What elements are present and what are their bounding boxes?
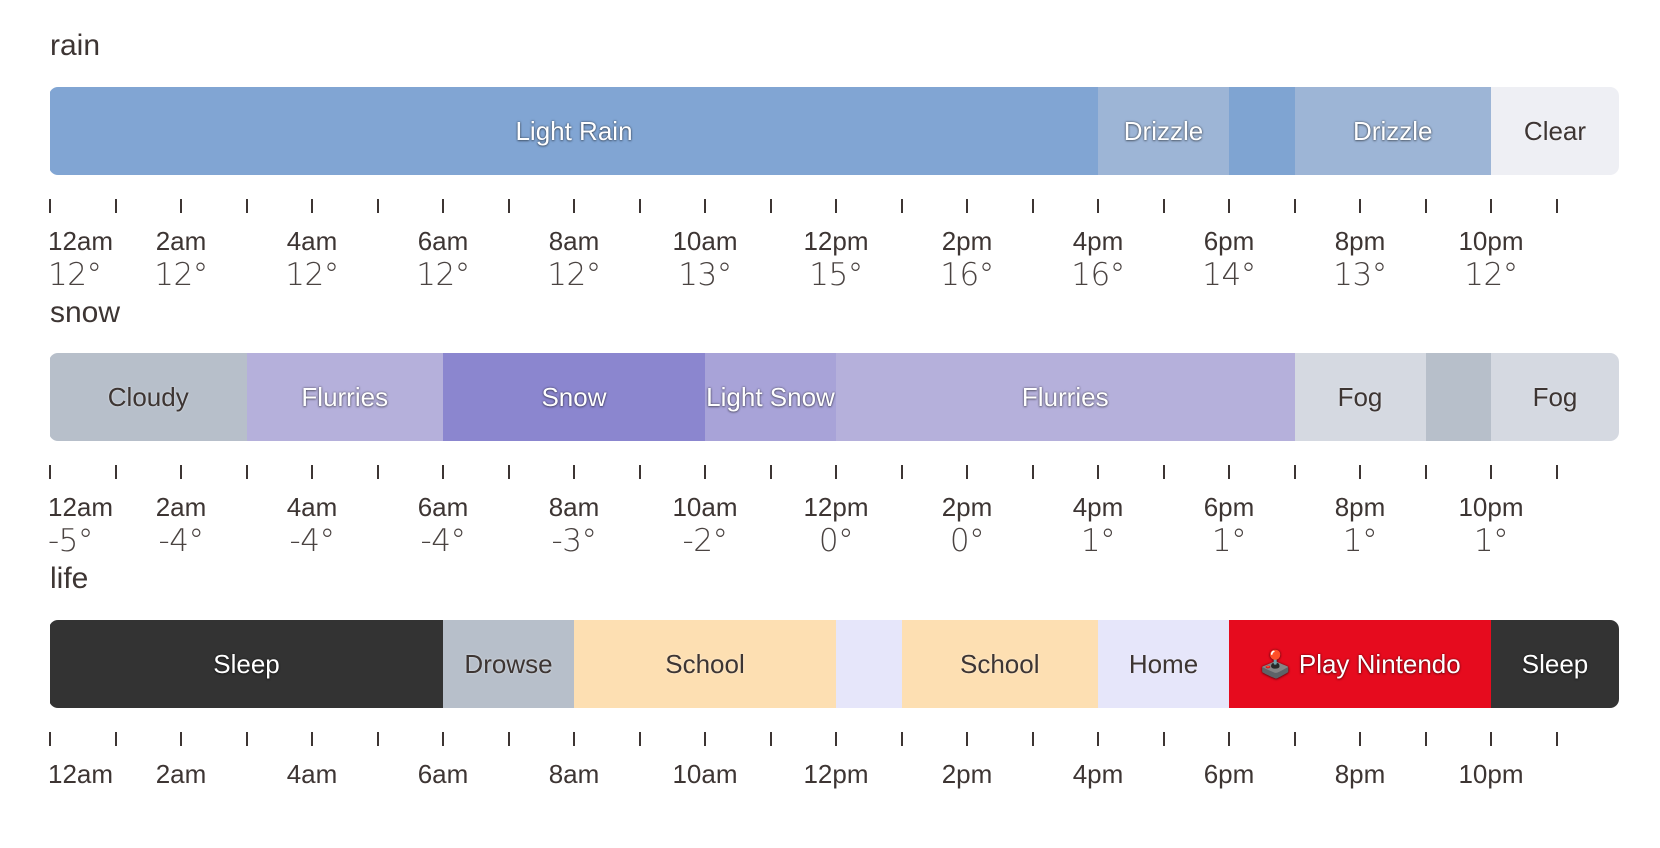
snow-tick — [1097, 465, 1099, 479]
rain-temp-label: 12° — [285, 257, 339, 293]
life-tick — [1359, 732, 1361, 746]
snow-segment-fog: Fog — [1491, 353, 1619, 441]
rain-temp-label: 12° — [1464, 257, 1518, 293]
life-tick — [966, 732, 968, 746]
rain-tick — [49, 199, 51, 213]
rain-temp-label: 16° — [1071, 257, 1125, 293]
snow-segment-light-snow: Light Snow — [705, 353, 836, 441]
snow-segment-unlabeled — [1426, 353, 1492, 441]
life-tick — [311, 732, 313, 746]
life-bar — [49, 620, 1619, 708]
snow-hour-label: 8pm — [1334, 492, 1386, 522]
life-tick — [639, 732, 641, 746]
rain-tick — [1556, 199, 1558, 213]
rain-tick — [442, 199, 444, 213]
snow-temp-label: -4° — [158, 523, 204, 559]
life-hour-label: 2pm — [941, 759, 993, 789]
life-tick — [573, 732, 575, 746]
rain-temp-label: 12° — [48, 257, 102, 293]
life-segment-home: Home — [1098, 620, 1229, 708]
rain-tick — [573, 199, 575, 213]
rain-hour-label: 6am — [417, 226, 469, 256]
snow-hour-label: 6pm — [1203, 492, 1255, 522]
rain-tick — [377, 199, 379, 213]
snow-tick — [835, 465, 837, 479]
rain-segment-clear: Clear — [1491, 87, 1619, 175]
life-hour-label: 6pm — [1203, 759, 1255, 789]
rain-tick — [1425, 199, 1427, 213]
snow-temp-label: 1° — [1342, 523, 1378, 559]
snow-hour-label: 10am — [672, 492, 738, 522]
life-hour-label: 10pm — [1458, 759, 1524, 789]
snow-tick — [1032, 465, 1034, 479]
life-tick — [1490, 732, 1492, 746]
life-segment-unlabeled — [836, 620, 902, 708]
rain-tick — [639, 199, 641, 213]
snow-segment-snow: Snow — [443, 353, 705, 441]
snow-temp-label: -3° — [551, 523, 597, 559]
life-tick — [1032, 732, 1034, 746]
rain-hour-label: 4pm — [1072, 226, 1124, 256]
snow-tick — [901, 465, 903, 479]
life-hour-label: 4am — [286, 759, 338, 789]
life-tick — [835, 732, 837, 746]
life-hour-label: 2am — [155, 759, 207, 789]
life-hour-label: 8pm — [1334, 759, 1386, 789]
rain-segment-drizzle: Drizzle — [1098, 87, 1229, 175]
rain-hour-label: 2am — [155, 226, 207, 256]
rain-hour-label: 6pm — [1203, 226, 1255, 256]
life-tick — [442, 732, 444, 746]
life-tick — [901, 732, 903, 746]
snow-temp-label: 1° — [1211, 523, 1247, 559]
snow-tick — [246, 465, 248, 479]
life-tick — [508, 732, 510, 746]
rain-tick — [1163, 199, 1165, 213]
life-tick — [1163, 732, 1165, 746]
life-tick — [377, 732, 379, 746]
life-segment-sleep: Sleep — [1491, 620, 1619, 708]
snow-ticks — [0, 465, 1660, 479]
rain-hour-label: 12pm — [803, 226, 869, 256]
life-tick — [1556, 732, 1558, 746]
snow-hour-label: 2pm — [941, 492, 993, 522]
rain-temp-label: 13° — [1333, 257, 1387, 293]
snow-tick — [1163, 465, 1165, 479]
rain-tick — [311, 199, 313, 213]
snow-hour-label: 2am — [155, 492, 207, 522]
snow-temp-label: -4° — [420, 523, 466, 559]
snow-segment-flurries: Flurries — [836, 353, 1295, 441]
snow-tick — [966, 465, 968, 479]
rain-hour-label: 10pm — [1458, 226, 1524, 256]
snow-bar — [49, 353, 1619, 441]
rain-tick — [115, 199, 117, 213]
snow-temp-label: -5° — [48, 523, 93, 559]
snow-tick — [770, 465, 772, 479]
snow-segment-flurries: Flurries — [247, 353, 444, 441]
life-tick — [1228, 732, 1230, 746]
life-hour-label: 12am — [48, 759, 114, 789]
snow-tick — [311, 465, 313, 479]
rain-temp-label: 13° — [678, 257, 732, 293]
snow-tick — [573, 465, 575, 479]
life-segment-school: School — [574, 620, 836, 708]
life-title: life — [50, 562, 89, 595]
rain-tick — [1490, 199, 1492, 213]
rain-hour-label: 2pm — [941, 226, 993, 256]
snow-tick — [377, 465, 379, 479]
life-segment-sleep: Sleep — [50, 620, 443, 708]
rain-bar — [49, 87, 1619, 175]
snow-tick — [1425, 465, 1427, 479]
rain-temp-label: 12° — [547, 257, 601, 293]
life-hour-label: 12pm — [803, 759, 869, 789]
rain-segment-light-rain: Light Rain — [50, 87, 1098, 175]
snow-tick — [49, 465, 51, 479]
snow-hour-label: 8am — [548, 492, 600, 522]
snow-tick — [180, 465, 182, 479]
rain-tick — [1097, 199, 1099, 213]
rain-tick — [180, 199, 182, 213]
snow-title: snow — [50, 296, 121, 329]
life-segment-play-nintendo: 🕹️ Play Nintendo — [1229, 620, 1491, 708]
life-ticks — [0, 732, 1660, 746]
rain-hour-label: 8pm — [1334, 226, 1386, 256]
life-tick — [1425, 732, 1427, 746]
rain-temp-label: 16° — [940, 257, 994, 293]
rain-ticks — [0, 199, 1660, 213]
rain-tick — [966, 199, 968, 213]
life-tick — [115, 732, 117, 746]
rain-tick — [835, 199, 837, 213]
snow-tick — [1556, 465, 1558, 479]
life-hour-label: 6am — [417, 759, 469, 789]
snow-segment-fog: Fog — [1295, 353, 1426, 441]
life-hour-label: 10am — [672, 759, 738, 789]
life-tick — [1294, 732, 1296, 746]
rain-tick — [770, 199, 772, 213]
snow-tick — [508, 465, 510, 479]
rain-tick — [704, 199, 706, 213]
snow-temp-label: 1° — [1473, 523, 1509, 559]
snow-temp-label: -4° — [289, 523, 335, 559]
snow-tick — [639, 465, 641, 479]
life-tick — [246, 732, 248, 746]
rain-temp-label: 14° — [1202, 257, 1256, 293]
rain-tick — [246, 199, 248, 213]
life-hour-label: 8am — [548, 759, 600, 789]
life-tick — [770, 732, 772, 746]
snow-hour-label: 10pm — [1458, 492, 1524, 522]
rain-tick — [1032, 199, 1034, 213]
rain-tick — [901, 199, 903, 213]
snow-hour-label: 4pm — [1072, 492, 1124, 522]
rain-segment-unlabeled — [1229, 87, 1295, 175]
snow-hour-label: 12pm — [803, 492, 869, 522]
rain-title: rain — [50, 29, 101, 62]
rain-segment-drizzle: Drizzle — [1295, 87, 1492, 175]
snow-tick — [115, 465, 117, 479]
life-tick — [180, 732, 182, 746]
snow-temp-label: 1° — [1080, 523, 1116, 559]
snow-tick — [1294, 465, 1296, 479]
life-segment-drowse: Drowse — [443, 620, 574, 708]
snow-segment-cloudy: Cloudy — [50, 353, 247, 441]
rain-tick — [1294, 199, 1296, 213]
snow-tick — [1359, 465, 1361, 479]
snow-temp-label: 0° — [818, 523, 854, 559]
life-tick — [1097, 732, 1099, 746]
snow-hour-label: 6am — [417, 492, 469, 522]
life-tick — [49, 732, 51, 746]
snow-tick — [442, 465, 444, 479]
rain-tick — [1359, 199, 1361, 213]
life-tick — [704, 732, 706, 746]
rain-hour-label: 8am — [548, 226, 600, 256]
rain-temp-label: 12° — [416, 257, 470, 293]
snow-hour-label: 12am — [48, 492, 114, 522]
rain-hour-label: 10am — [672, 226, 738, 256]
snow-tick — [1228, 465, 1230, 479]
snow-hour-label: 4am — [286, 492, 338, 522]
rain-tick — [508, 199, 510, 213]
snow-temp-label: 0° — [949, 523, 985, 559]
rain-hour-label: 4am — [286, 226, 338, 256]
rain-temp-label: 15° — [809, 257, 863, 293]
rain-tick — [1228, 199, 1230, 213]
snow-temp-label: -2° — [682, 523, 728, 559]
rain-hour-label: 12am — [48, 226, 114, 256]
rain-temp-label: 12° — [154, 257, 208, 293]
snow-tick — [704, 465, 706, 479]
life-segment-school: School — [902, 620, 1099, 708]
snow-tick — [1490, 465, 1492, 479]
life-hour-label: 4pm — [1072, 759, 1124, 789]
